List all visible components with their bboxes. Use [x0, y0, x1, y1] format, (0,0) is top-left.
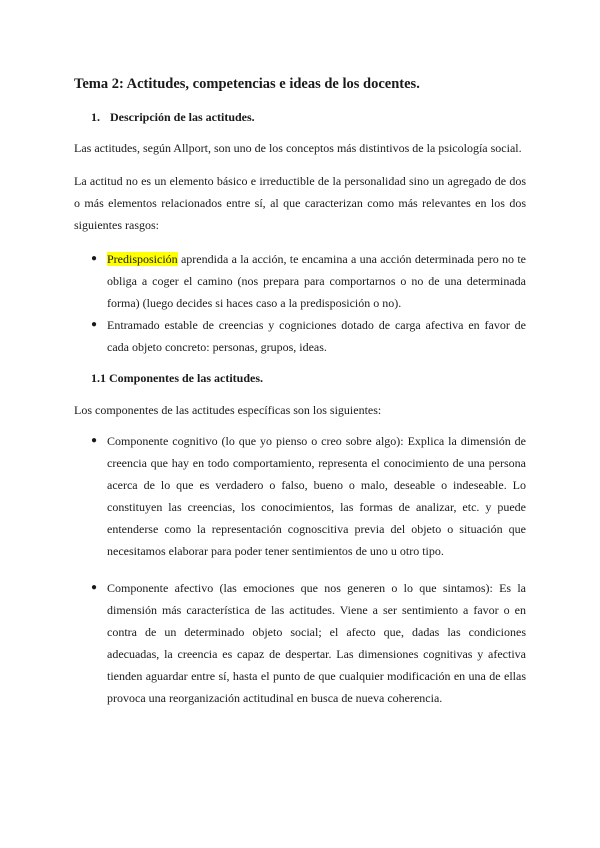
list-item [91, 314, 526, 358]
list-item-rest: aprendida a la acción, te encamina a una acción determinada pero no te obliga a coger el camino (nos prepara para comportarnos o no de una determinada forma) (luego decides si haces caso a la predisposición o no). [107, 252, 526, 310]
page-title: Tema 2: Actitudes, competencias e ideas de los docentes. [74, 76, 420, 92]
section-heading-1-1: 1.1 Componentes de las actitudes. [91, 371, 264, 385]
bullet-icon: ● [91, 319, 98, 330]
paragraph-attitude-definition: La actitud no es un elemento básico e irreductible de la personalidad sino un agregado de dos o más elementos relacionados entre sí, al que caracterizan como más relevantes en los dos siguientes rasgos: [74, 174, 526, 232]
list-item [91, 430, 526, 562]
list-item-text: Componente afectivo (las emociones que nos generen o lo que sintamos): Es la dimensión más característica de las actitudes. Viene a ser sentimiento a favor o en contra de un determinado objeto social; el afecto que, dadas las condiciones adecuadas, la creencia es capaz de despertar. Las dimensiones cognitivas y afectiva tienden aguardar entre sí, hasta el punto de que cualquier modificación en una de ellas provoca una reorganización actitudinal en busca de nueva coherencia. [107, 581, 526, 705]
bullet-icon: ● [91, 582, 98, 593]
list-item-text: Componente cognitivo (lo que yo pienso o creo sobre algo): Explica la dimensión de creencia que hay en todo comportamiento, representa el conocimiento de una persona acerca de lo que es verdadero o falso, bueno o malo, deseable o indeseable. Lo constituyen las creencias, los conocimientos, las formas de analizar, etc. y puede entenderse como la representación cognoscitiva previa del objeto o situación que necesitamos elaborar para poder tener sentimientos de uno u otro tipo. [107, 434, 526, 558]
list-item-text [107, 248, 526, 314]
highlighted-term: Predisposición [107, 252, 178, 266]
paragraph-allport: Las actitudes, según Allport, son uno de los conceptos más distintivos de la psicología social. [74, 141, 522, 155]
list-item [91, 248, 526, 314]
bullet-icon: ● [91, 435, 98, 446]
section-heading-1 [91, 110, 255, 125]
section-number: 1. [91, 110, 100, 124]
list-item-text: Entramado estable de creencias y cogniciones dotado de carga afectiva en favor de cada objeto concreto: personas, grupos, ideas. [107, 318, 526, 354]
section-heading-text: Descripción de las actitudes. [110, 110, 255, 124]
bullet-icon: ● [91, 253, 98, 264]
paragraph-components-intro: Los componentes de las actitudes específicas son los siguientes: [74, 403, 382, 417]
list-item [91, 577, 526, 709]
